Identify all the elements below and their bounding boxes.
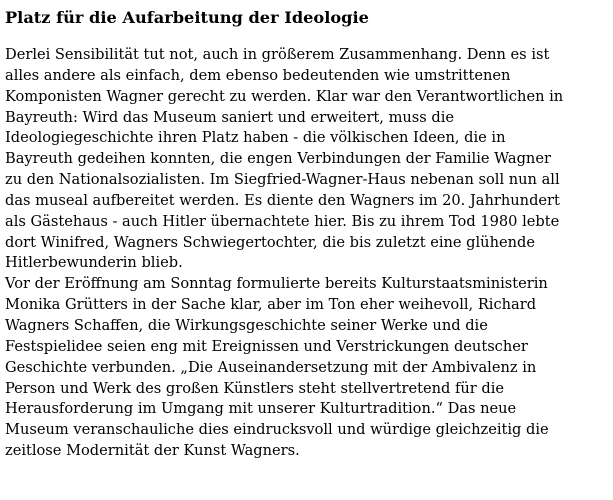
body-line: Monika Grütters in der Sache klar, aber im Ton eher weihevoll, Richard: [5, 296, 537, 314]
body-line: Person und Werk des großen Künstlers steht stellvertretend für die: [5, 379, 505, 397]
body-line: Hitlerbewunderin blieb.: [5, 254, 183, 272]
body-line: Ideologiegeschichte ihren Platz haben - die völkischen Ideen, die in: [5, 129, 506, 147]
article-headline: Platz für die Aufarbeitung der Ideologie: [5, 8, 369, 27]
body-line: Festspielidee seien eng mit Ereignissen und Verstrickungen deutscher: [5, 337, 528, 355]
body-line: als Gästehaus - auch Hitler übernachtete hier. Bis zu ihrem Tod 1980 lebte: [5, 212, 560, 230]
article-body: [5, 45, 609, 462]
body-line: Komponisten Wagner gerecht zu werden. Klar war den Verantwortlichen in: [5, 87, 564, 105]
body-line: alles andere als einfach, dem ebenso bedeutenden wie umstrittenen: [5, 66, 511, 84]
body-line: zu den Nationalsozialisten. Im Siegfried-Wagner-Haus nebenan soll nun all: [5, 171, 560, 189]
body-line: Wagners Schaffen, die Wirkungsgeschichte seiner Werke und die: [5, 316, 488, 334]
body-line: zeitlose Modernität der Kunst Wagners.: [5, 442, 300, 460]
body-line: Bayreuth gedeihen konnten, die engen Verbindungen der Familie Wagner: [5, 150, 551, 168]
body-line: Museum veranschauliche dies eindrucksvoll und würdige gleichzeitig die: [5, 421, 549, 439]
body-line: Geschichte verbunden. „Die Auseinandersetzung mit der Ambivalenz in: [5, 358, 537, 376]
body-line: Derlei Sensibilität tut not, auch in größerem Zusammenhang. Denn es ist: [5, 46, 550, 63]
body-line: Bayreuth: Wird das Museum saniert und erweitert, muss die: [5, 108, 455, 126]
body-line: Herausforderung im Umgang mit unserer Kulturtradition.“ Das neue: [5, 400, 517, 418]
body-line: Vor der Eröffnung am Sonntag formulierte bereits Kulturstaatsministerin: [5, 275, 548, 293]
body-line: das museal aufbereitet werden. Es diente den Wagners im 20. Jahrhundert: [5, 191, 560, 209]
body-line: dort Winifred, Wagners Schwiegertochter, die bis zuletzt eine glühende: [5, 233, 535, 251]
article: [5, 0, 609, 462]
